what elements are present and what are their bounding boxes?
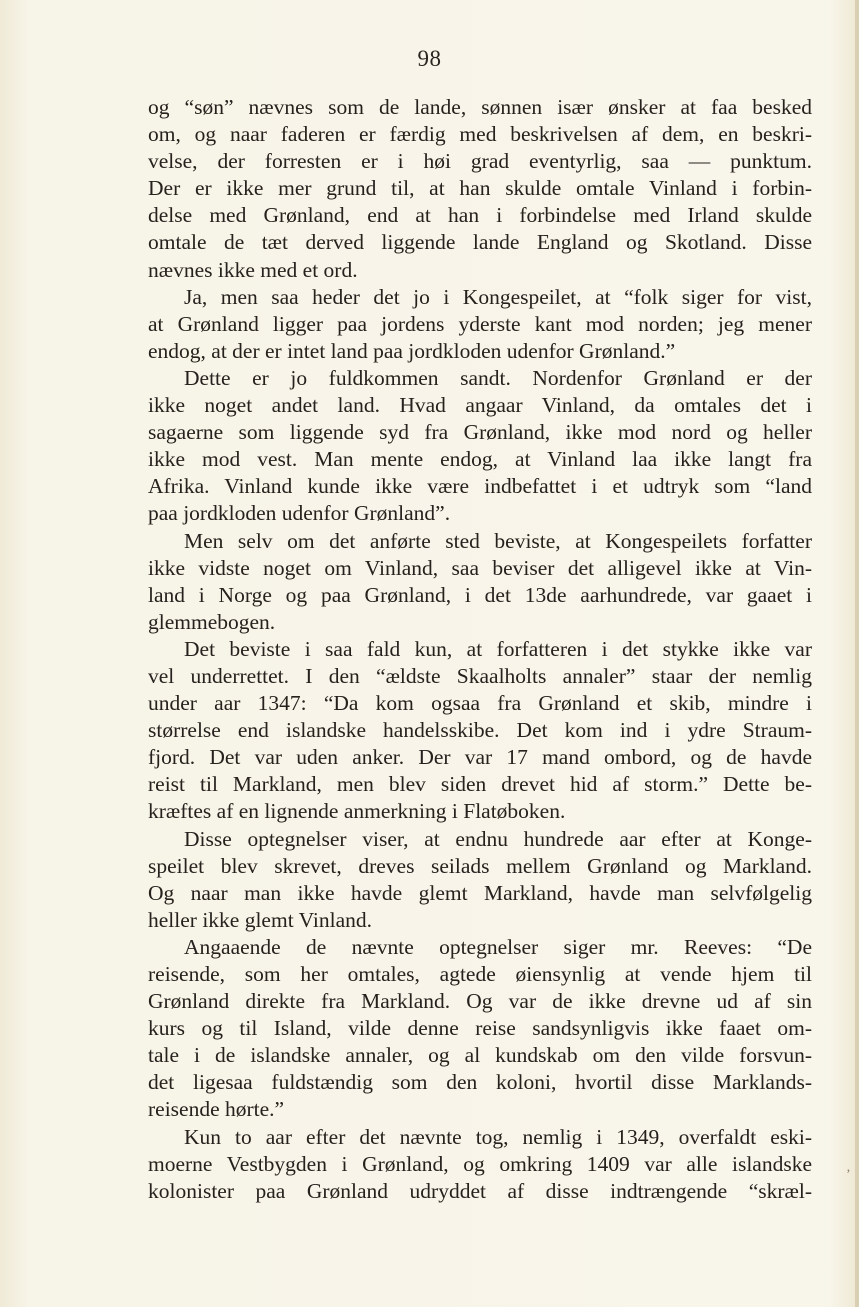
text-line: og “søn” nævnes som de lande, sønnen især ønsker at faa besked	[148, 95, 812, 119]
text-line: speilet blev skrevet, dreves seilads mellem Grønland og Markland.	[148, 853, 812, 878]
text-line: heller ikke glemt Vinland.	[148, 907, 373, 932]
text-line: om, og naar faderen er færdig med beskrivelsen af dem, en beskri-	[148, 122, 812, 147]
text-line: størrelse end islandske handelsskibe. Det kom ind i ydre Straum-	[148, 718, 812, 743]
text-line: delse med Grønland, end at han i forbindelse med Irland skulde	[148, 203, 812, 228]
text-line: Ja, men saa heder det jo i Kongespeilet, at “folk siger for vist,	[184, 284, 812, 309]
text-line: endog, at der er intet land paa jordkloden udenfor Grønland.”	[148, 338, 676, 363]
text-line: Dette er jo fuldkommen sandt. Nordenfor Grønland er der	[184, 365, 812, 390]
body-text	[148, 94, 812, 1205]
text-line: sagaerne som liggende syd fra Grønland, ikke mod nord og heller	[148, 420, 812, 445]
text-line: paa jordkloden udenfor Grønland”.	[148, 501, 451, 526]
margin-mark: ‚	[846, 1160, 851, 1175]
text-line: at Grønland ligger paa jordens yderste kant mod norden; jeg mener	[148, 311, 812, 336]
text-line: Afrika. Vinland kunde ikke være indbefattet i et udtryk som “land	[148, 474, 812, 499]
text-line: fjord. Det var uden anker. Der var 17 mand ombord, og de havde	[148, 745, 812, 770]
text-line: nævnes ikke med et ord.	[148, 257, 358, 282]
text-line: ikke mod vest. Man mente endog, at Vinland laa ikke langt fra	[148, 447, 812, 472]
text-line: Og naar man ikke havde glemt Markland, havde man selvfølgelig	[148, 880, 812, 905]
page-number: 98	[417, 46, 442, 71]
text-line: Disse optegnelser viser, at endnu hundrede aar efter at Konge-	[184, 826, 812, 851]
text-line: det ligesaa fuldstændig som den koloni, hvortil disse Marklands-	[148, 1070, 812, 1095]
text-line: tale i de islandske annaler, og al kundskab om den vilde forsvun-	[148, 1043, 812, 1068]
text-line: Grønland direkte fra Markland. Og var de ikke drevne ud af sin	[148, 989, 812, 1014]
text-line: kræftes af en lignende anmerkning i Flatøboken.	[148, 799, 566, 824]
text-line: vel underrettet. I den “ældste Skaalholts annaler” staar der nemlig	[148, 663, 812, 688]
text-line: reisende, som her omtales, agtede øiensynlig at vende hjem til	[148, 962, 812, 986]
text-line: ikke vidste noget om Vinland, saa beviser det alligevel ikke at Vin-	[148, 555, 812, 580]
text-line: moerne Vestbygden i Grønland, og omkring 1409 var alle islandske	[148, 1151, 812, 1176]
text-line: omtale de tæt derved liggende lande England og Skotland. Disse	[148, 230, 812, 255]
text-line: under aar 1347: “Da kom ogsaa fra Grønland et skib, mindre i	[148, 691, 812, 716]
text-line: Det beviste i saa fald kun, at forfatteren i det stykke ikke var	[184, 636, 812, 661]
text-line: velse, der forresten er i høi grad eventyrlig, saa — punktum.	[148, 149, 812, 174]
text-line: glemmebogen.	[148, 609, 276, 634]
page-edge	[855, 0, 859, 1307]
text-line: ikke noget andet land. Hvad angaar Vinland, da omtales det i	[148, 393, 812, 418]
text-line: reisende hørte.”	[148, 1097, 285, 1122]
text-line: reist til Markland, men blev siden drevet hid af storm.” Dette be-	[148, 772, 812, 797]
text-line: Der er ikke mer grund til, at han skulde omtale Vinland i forbin-	[148, 176, 812, 201]
text-line: kolonister paa Grønland udryddet af disse indtrængende “skræl-	[148, 1178, 812, 1203]
text-line: Men selv om det anførte sted beviste, at Kongespeilets forfatter	[184, 528, 812, 553]
text-line: Angaaende de nævnte optegnelser siger mr. Reeves: “De	[184, 934, 812, 959]
text-line: Kun to aar efter det nævnte tog, nemlig i 1349, overfaldt eski-	[184, 1124, 812, 1149]
text-line: land i Norge og paa Grønland, i det 13de aarhundrede, var gaaet i	[148, 582, 812, 607]
text-line: kurs og til Island, vilde denne reise sandsynligvis ikke faaet om-	[148, 1016, 812, 1041]
